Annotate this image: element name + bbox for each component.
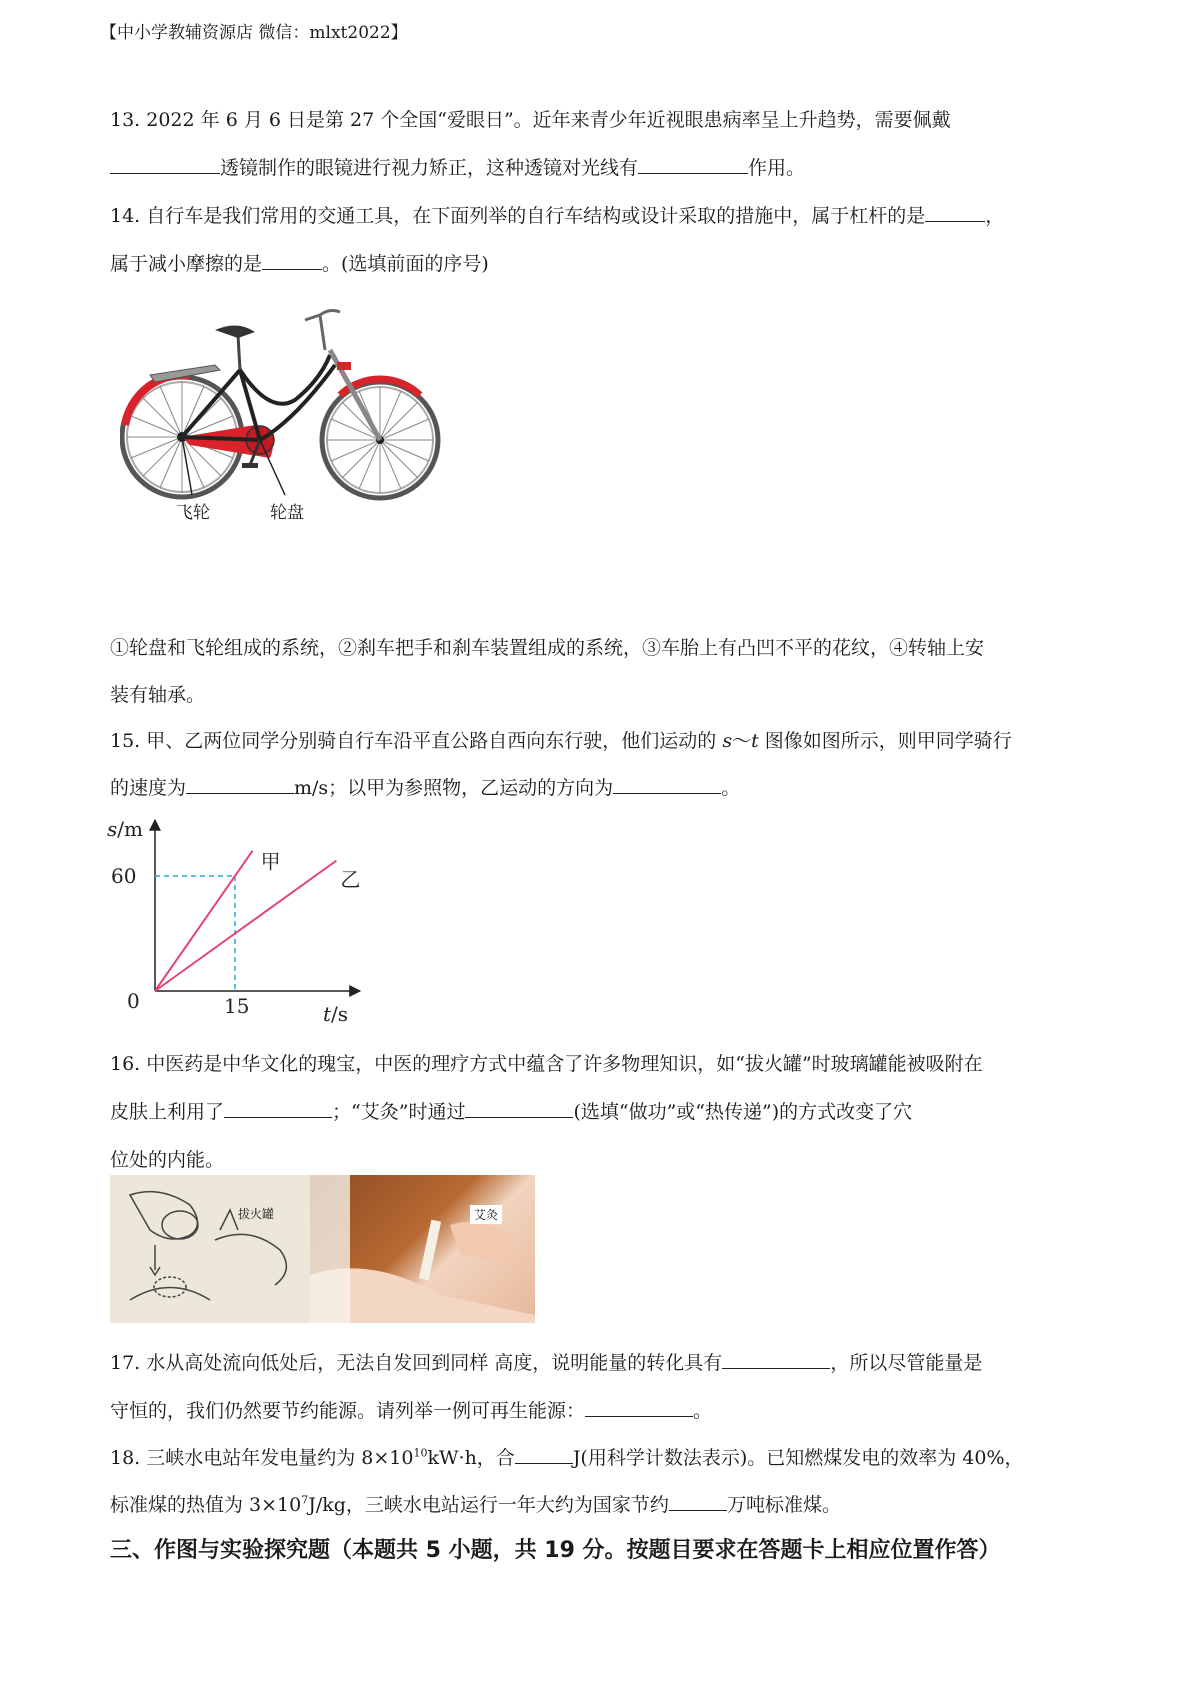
- x-axis-label: t/s: [323, 1002, 349, 1023]
- q17-blank-2[interactable]: [585, 1400, 693, 1417]
- q15-line2: 的速度为 m/s；以甲为参照物，乙运动的方向为 。: [110, 777, 741, 799]
- q15-blank-1[interactable]: [186, 777, 294, 794]
- q14-blank-2[interactable]: [262, 253, 322, 270]
- label-cupping: 拔火罐: [238, 1207, 275, 1221]
- q16-line3: 位处的内能。: [110, 1149, 225, 1171]
- q18-line2: 标准煤的热值为 $3\times 10^7J/kg$，三峡水电站运行一年大约为国家节约 万吨标准煤。: [110, 1493, 841, 1516]
- q14-options-line2: 装有轴承。: [110, 684, 206, 706]
- moxibustion-sketch: [310, 1175, 535, 1323]
- q13-line1: 13. 2022 年 6 月 6 日是第 27 个全国“爱眼日”。近年来青少年近视眼患病率呈上升趋势，需要佩戴: [110, 109, 951, 131]
- series-label-yi: 乙: [340, 867, 361, 892]
- series-line-yi: [155, 861, 336, 991]
- head-light: [337, 362, 351, 370]
- q14-line1: 14. 自行车是我们常用的交通工具，在下面列举的自行车结构或设计采取的措施中，属于杠杆的是 ，: [110, 205, 1005, 227]
- q16-line1: 16. 中医药是中华文化的瑰宝，中医的理疗方式中蕴含了许多物理知识，如“拔火罐”时玻璃罐能被吸附在: [110, 1053, 983, 1075]
- q13-blank-1[interactable]: [110, 157, 220, 174]
- q13-blank-2[interactable]: [638, 157, 748, 174]
- bicycle-drawing: [120, 300, 450, 570]
- series-label-jia: 甲: [260, 849, 281, 874]
- bicycle-figure: [120, 300, 450, 570]
- q18-line1: 18. 三峡水电站年发电量约为 $8\times 10^{10}kW\cdot h$，合 J(用科学计数法表示)。已知燃煤发电的效率为 40%，: [110, 1446, 1024, 1469]
- q13-line2: 透镜制作的眼镜进行视力矫正，这种透镜对光线有 作用。: [110, 153, 805, 180]
- section-3-heading: 三、作图与实验探究题（本题共 5 小题，共 19 分。按题目要求在答题卡上相应位置作答）: [110, 1538, 1001, 1563]
- label-chainring: 轮盘: [270, 503, 304, 523]
- q14-blank-1[interactable]: [925, 205, 985, 222]
- moxibustion-photo: [310, 1175, 535, 1323]
- cupping-illustration: [110, 1175, 310, 1323]
- q17-blank-1[interactable]: [722, 1352, 830, 1369]
- q17-line2: 守恒的，我们仍然要节约能源。请列举一例可再生能源： 。: [110, 1400, 713, 1422]
- saddle: [215, 325, 255, 338]
- label-moxa: 艾灸: [470, 1205, 502, 1224]
- y-axis-label: s/m: [107, 817, 143, 841]
- q14-options-line1: ①轮盘和飞轮组成的系统，②刹车把手和刹车装置组成的系统，③车胎上有凸凹不平的花纹，④转轴上安: [110, 637, 985, 659]
- q15-line1: 15. 甲、乙两位同学分别骑自行车沿平直公路自西向东行驶，他们运动的 s～t 图像如图所示，则甲同学骑行: [110, 730, 1012, 752]
- origin-label: 0: [127, 989, 140, 1013]
- tcm-images: [110, 1175, 535, 1323]
- st-graph-svg: [105, 808, 375, 1023]
- q16-line2: 皮肤上利用了 ；“艾灸”时通过 (选填“做功”或“热传递”)的方式改变了穴: [110, 1101, 913, 1123]
- q18-blank-2[interactable]: [669, 1494, 727, 1511]
- q18-blank-1[interactable]: [515, 1447, 573, 1464]
- header-watermark: 【中小学教辅资源店 微信：mlxt2022】: [100, 23, 408, 43]
- handlebar: [305, 311, 340, 350]
- q16-blank-1[interactable]: [224, 1101, 332, 1118]
- pedal: [242, 463, 258, 468]
- cupping-sketch: [110, 1175, 310, 1323]
- q14-line2: 属于减小摩擦的是 。(选填前面的序号): [110, 253, 489, 275]
- y-tick-label: 60: [111, 864, 137, 888]
- st-graph: [105, 808, 375, 1023]
- x-tick-label: 15: [224, 994, 250, 1018]
- seat-post: [238, 335, 240, 370]
- q17-line1: 17. 水从高处流向低处后，无法自发回到同样 高度，说明能量的转化具有 ，所以尽管能量是: [110, 1352, 983, 1374]
- q15-blank-2[interactable]: [613, 777, 721, 794]
- series-line-jia: [155, 851, 253, 991]
- q16-blank-2[interactable]: [465, 1101, 573, 1118]
- label-flywheel: 飞轮: [176, 503, 210, 523]
